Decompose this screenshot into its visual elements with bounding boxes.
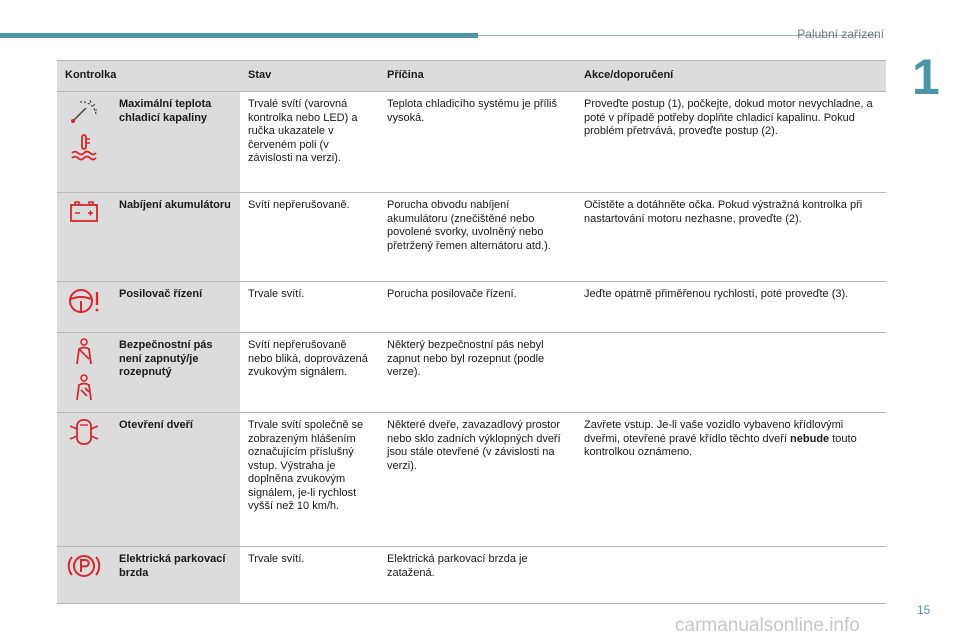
indicator-action: Jeďte opatrně přiměřenou rychlostí, poté proveďte (3). — [576, 282, 886, 333]
warning-lights-table — [57, 60, 886, 604]
column-header-cause: Příčina — [379, 61, 576, 92]
seatbelt-icon — [66, 337, 102, 367]
indicator-action — [576, 547, 886, 604]
steering-wheel-warning-icon — [66, 286, 102, 316]
indicator-name: Otevření dveří — [111, 413, 240, 547]
table-row — [57, 547, 886, 604]
indicator-icons — [57, 333, 111, 413]
column-header-action: Akce/doporučení — [576, 61, 886, 92]
table-row — [57, 413, 886, 547]
thermometer-gauge-icon — [66, 96, 102, 126]
indicator-icons — [57, 413, 111, 547]
indicator-name: Elektrická parkovací brzda — [111, 547, 240, 604]
section-title: Palubní zařízení — [797, 27, 884, 41]
indicator-cause: Porucha posilovače řízení. — [379, 282, 576, 333]
table-row — [57, 193, 886, 282]
table-row — [57, 92, 886, 193]
coolant-temperature-icon — [66, 132, 102, 162]
indicator-action — [576, 413, 886, 547]
indicator-cause: Porucha obvodu nabíjení akumulátoru (znečištěné nebo povolené svorky, uvolněný nebo přetržený řemen alternátoru atd.). — [379, 193, 576, 282]
table-row — [57, 333, 886, 413]
indicator-icons — [57, 547, 111, 604]
indicator-cause: Některý bezpečnostní pás nebyl zapnut nebo byl rozepnut (podle verze). — [379, 333, 576, 413]
indicator-name: Maximální teplota chladicí kapaliny — [111, 92, 240, 193]
indicator-action — [576, 333, 886, 413]
indicator-name: Posilovač řízení — [111, 282, 240, 333]
header-accent-bar — [0, 33, 478, 38]
action-text: Zavřete vstup. Je-li vaše vozidlo vybaveno křídlovými dveřmi, otevřené pravé křídlo těchto dveří — [584, 419, 844, 445]
chapter-number: 1 — [912, 49, 940, 105]
indicator-cause: Teplota chladicího systému je příliš vysoká. — [379, 92, 576, 193]
indicator-name: Bezpečnostní pás není zapnutý/je rozepnutý — [111, 333, 240, 413]
indicator-cause: Elektrická parkovací brzda je zatažená. — [379, 547, 576, 604]
indicator-icons — [57, 282, 111, 333]
action-text-end: touto kontrolkou oznámeno. — [584, 432, 857, 458]
column-header-indicator: Kontrolka — [57, 61, 240, 92]
battery-icon — [66, 197, 102, 227]
indicator-state: Trvale svítí. — [240, 282, 379, 333]
page-number: 15 — [917, 603, 931, 617]
column-header-state: Stav — [240, 61, 379, 92]
indicator-icons — [57, 92, 111, 193]
indicator-name: Nabíjení akumulátoru — [111, 193, 240, 282]
parking-brake-icon — [66, 551, 102, 581]
door-open-icon — [66, 417, 102, 447]
table-row — [57, 282, 886, 333]
indicator-action: Očistěte a dotáhněte očka. Pokud výstražná kontrolka při nastartování motoru nezhasne, proveďte (2). — [576, 193, 886, 282]
table-header-row — [57, 61, 886, 92]
indicator-state: Trvalé svítí (varovná kontrolka nebo LED) a ručka ukazatele v červeném poli (v závislosti na verzi). — [240, 92, 379, 193]
indicator-action: Proveďte postup (1), počkejte, dokud motor nevychladne, a poté v případě potřeby doplňte chladicí kapalinu. Pokud problém přetrvává, proveďte postup (2). — [576, 92, 886, 193]
indicator-icons — [57, 193, 111, 282]
indicator-cause: Některé dveře, zavazadlový prostor nebo sklo zadních výklopných dveří jsou stále otevřené (v závislosti na verzi). — [379, 413, 576, 547]
action-emphasis: nebude — [790, 432, 830, 445]
indicator-state: Trvale svítí společně se zobrazeným hlášením označujícím příslušný vstup. Výstraha je doplněna zvukovým signálem, je-li rychlost vyšší než 10 km/h. — [240, 413, 379, 547]
indicator-state: Svítí nepřerušovaně nebo bliká, doprovázená zvukovým signálem. — [240, 333, 379, 413]
seatbelt-passenger-icon — [66, 373, 102, 403]
watermark: carmanualsonline.info — [675, 615, 860, 636]
indicator-state: Svítí nepřerušovaně. — [240, 193, 379, 282]
indicator-state: Trvale svítí. — [240, 547, 379, 604]
